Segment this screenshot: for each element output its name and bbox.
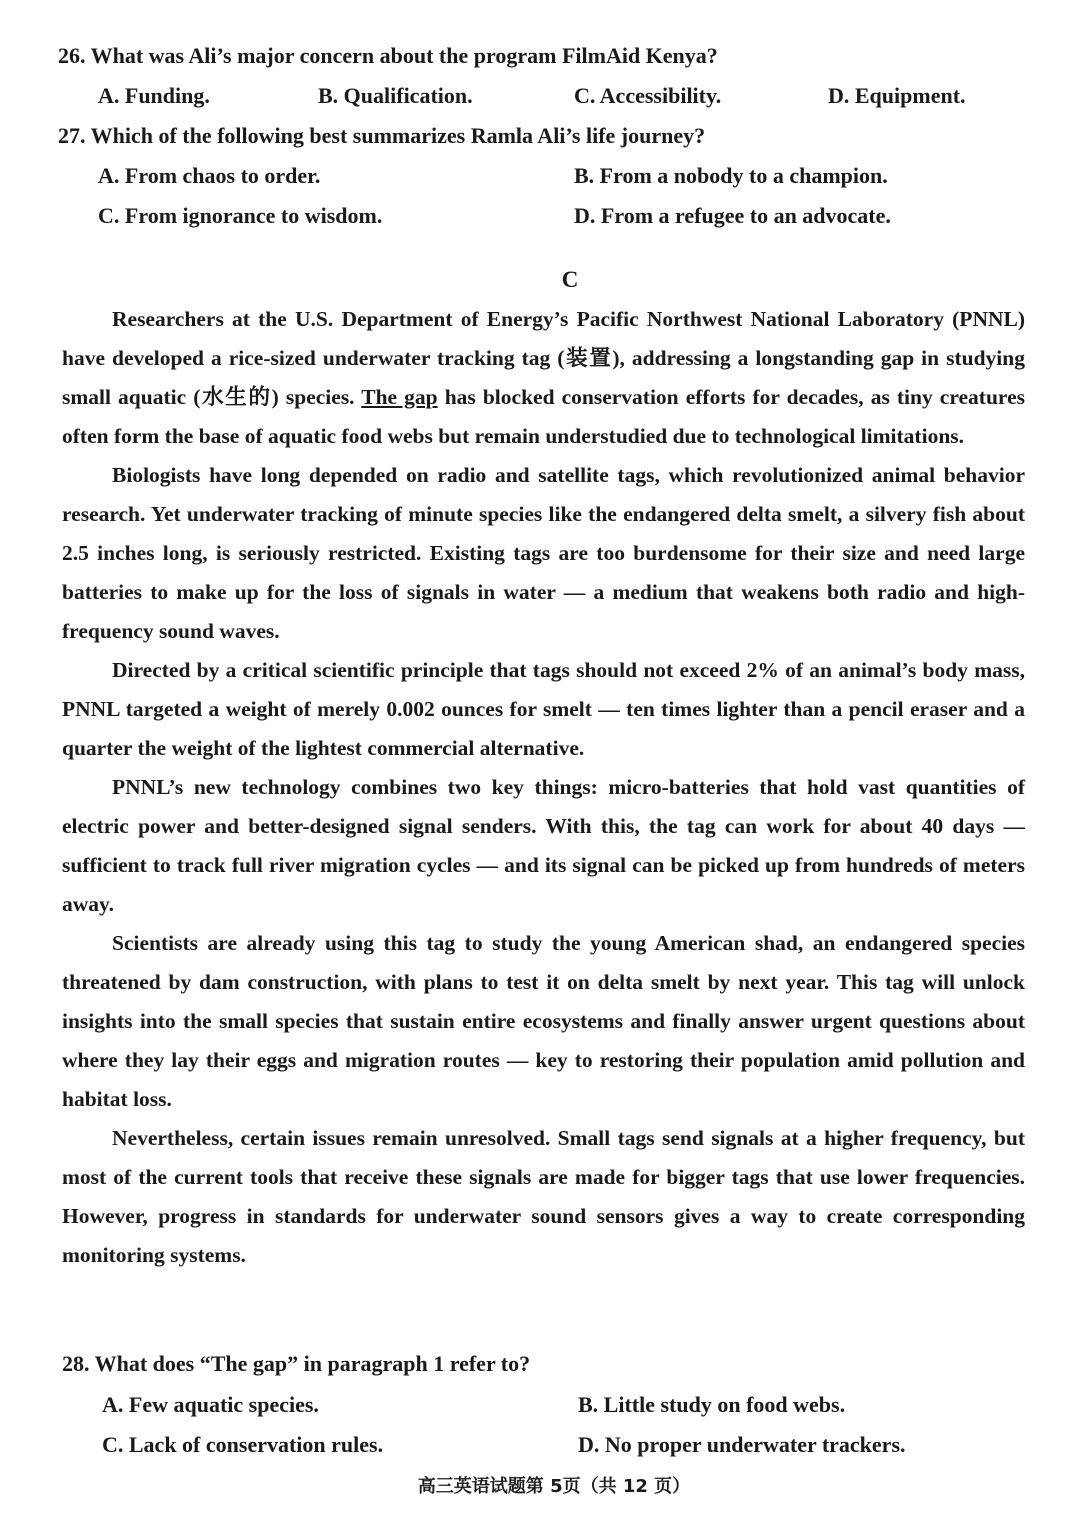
paragraph-1-text-end: has blocked conservation efforts for decades, as tiny creatures often form the base of aquatic food webs but remain understudied due to technological limitations. — [62, 385, 1025, 448]
question-28-option-b: B. Little study on food webs. — [578, 1392, 846, 1417]
question-27-option-d: D. From a refugee to an advocate. — [574, 203, 891, 228]
passage-paragraph-6: Nevertheless, certain issues remain unresolved. Small tags send signals at a higher frequency, but most of the current tools that receive these signals are made for bigger tags that use lower frequencies. However, progress in standards for underwater sound sensors gives a way to create corresponding monitoring systems. — [62, 1126, 1025, 1267]
passage-paragraph-3: Directed by a critical scientific principle that tags should not exceed 2% of an animal’s body mass, PNNL targeted a weight of merely 0.002 ounces for smelt — ten times lighter than a pencil eraser and a quarter the weight of the lightest commercial alternative. — [62, 658, 1025, 760]
reading-passage — [62, 300, 1025, 1275]
question-28-option-c: C. Lack of conservation rules. — [102, 1432, 384, 1457]
question-27-option-c: C. From ignorance to wisdom. — [98, 203, 383, 228]
paragraph-1-text-start: Researchers at the U.S. Department of Energy’s Pacific Northwest National Laboratory (PNNL) have developed a rice-sized underwater tracking tag (装置), addressing a longstanding gap in studying small aquatic (水生的) species. — [62, 307, 1025, 409]
passage-paragraph-2: Biologists have long depended on radio and satellite tags, which revolutionized animal behavior research. Yet underwater tracking of minute species like the endangered delta smelt, a silvery fish about 2.5 inches long, is seriously restricted. Existing tags are too burdensome for their size and need large batteries to make up for the loss of signals in water — a medium that weakens both radio and high-frequency sound waves. — [62, 463, 1025, 643]
passage-paragraph-4: PNNL’s new technology combines two key things: micro-batteries that hold vast quantities of electric power and better-designed signal senders. With this, the tag can work for about 40 days — sufficient to track full river migration cycles — and its signal can be picked up from hundreds of meters away. — [62, 775, 1025, 916]
page-footer: 高三英语试题第 5页（共 12 页） — [417, 1476, 691, 1497]
question-27-option-b: B. From a nobody to a champion. — [574, 163, 888, 188]
question-28-option-a: A. Few aquatic species. — [102, 1392, 319, 1417]
question-26-stem: 26. What was Ali’s major concern about the program FilmAid Kenya? — [58, 43, 718, 68]
question-26-option-c: C. Accessibility. — [574, 83, 722, 108]
question-27-option-a: A. From chaos to order. — [98, 163, 321, 188]
question-28-stem: 28. What does “The gap” in paragraph 1 refer to? — [62, 1351, 531, 1376]
question-28-option-d: D. No proper underwater trackers. — [578, 1432, 906, 1457]
question-27-stem: 27. Which of the following best summarizes Ramla Ali’s life journey? — [58, 123, 706, 148]
passage-paragraph-1 — [62, 300, 1025, 456]
question-26-option-a: A. Funding. — [98, 83, 210, 108]
passage-paragraph-5: Scientists are already using this tag to study the young American shad, an endangered species threatened by dam construction, with plans to test it on delta smelt by next year. This tag will unlock insights into the small species that sustain entire ecosystems and finally answer urgent questions about where they lay their eggs and migration routes — key to restoring their population amid pollution and habitat loss. — [62, 931, 1025, 1111]
question-26-option-d: D. Equipment. — [828, 83, 966, 108]
section-title: C — [561, 267, 579, 292]
underlined-phrase-the-gap: The gap — [361, 385, 438, 409]
question-26-option-b: B. Qualification. — [318, 83, 473, 108]
